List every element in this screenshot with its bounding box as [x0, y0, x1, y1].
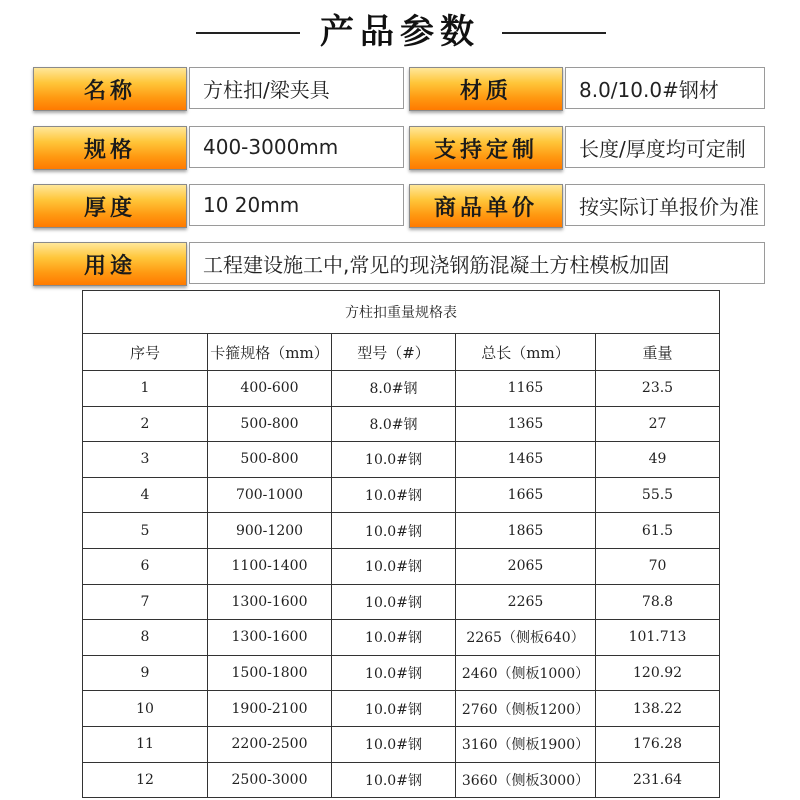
- param-row-thickness: [33, 184, 767, 228]
- cell-clamp-spec: 500-800: [208, 442, 332, 478]
- cell-weight: 70: [596, 548, 720, 584]
- cell-total-length: 2265: [456, 584, 596, 620]
- cell-model: 10.0#钢: [332, 620, 456, 656]
- param-value: 10 20mm: [203, 193, 300, 217]
- cell-weight: 55.5: [596, 477, 720, 513]
- table-row: [83, 442, 720, 478]
- param-label: 用途: [83, 253, 136, 279]
- cell-index: 5: [83, 513, 208, 549]
- cell-total-length: 2460（侧板1000）: [456, 655, 596, 691]
- param-label-cell: [33, 126, 187, 170]
- cell-model: 10.0#钢: [332, 762, 456, 798]
- col-header-clamp-spec: 卡箍规格（mm）: [208, 334, 332, 371]
- param-label: 厚度: [83, 195, 136, 221]
- table-row: [83, 691, 720, 727]
- cell-total-length: 1165: [456, 371, 596, 407]
- cell-clamp-spec: 500-800: [208, 406, 332, 442]
- cell-index: 8: [83, 620, 208, 656]
- cell-index: 11: [83, 726, 208, 762]
- cell-weight: 120.92: [596, 655, 720, 691]
- param-label: 材质: [459, 78, 512, 104]
- param-value-cell: [189, 242, 765, 284]
- param-value: 400-3000mm: [203, 135, 339, 159]
- param-value-cell: [189, 67, 404, 109]
- param-row-spec: [33, 126, 767, 170]
- cell-clamp-spec: 1900-2100: [208, 691, 332, 727]
- table-caption-row: [83, 291, 720, 334]
- param-label: 名称: [83, 78, 136, 104]
- table-row: [83, 477, 720, 513]
- col-header-index: 序号: [83, 334, 208, 371]
- cell-model: 10.0#钢: [332, 477, 456, 513]
- cell-model: 8.0#钢: [332, 371, 456, 407]
- param-label-cell: [409, 67, 563, 111]
- cell-model: 10.0#钢: [332, 548, 456, 584]
- cell-model: 10.0#钢: [332, 726, 456, 762]
- cell-index: 3: [83, 442, 208, 478]
- table-caption: 方柱扣重量规格表: [83, 291, 720, 334]
- col-header-weight: 重量: [596, 334, 720, 371]
- table-row: [83, 371, 720, 407]
- title-divider-right: [502, 32, 606, 34]
- cell-index: 12: [83, 762, 208, 798]
- param-value: 按实际订单报价为准: [579, 194, 759, 219]
- param-label-cell: [33, 67, 187, 111]
- cell-total-length: 3660（侧板3000）: [456, 762, 596, 798]
- cell-index: 10: [83, 691, 208, 727]
- cell-clamp-spec: 2500-3000: [208, 762, 332, 798]
- cell-index: 1: [83, 371, 208, 407]
- param-label-cell: [33, 184, 187, 228]
- table-row: [83, 726, 720, 762]
- cell-model: 10.0#钢: [332, 584, 456, 620]
- cell-index: 6: [83, 548, 208, 584]
- param-label: 商品单价: [433, 195, 538, 221]
- param-row-usage: [33, 242, 767, 286]
- param-row-name: [33, 67, 767, 111]
- table-row: [83, 655, 720, 691]
- param-label: 支持定制: [433, 137, 538, 163]
- table-row: [83, 762, 720, 798]
- cell-model: 10.0#钢: [332, 442, 456, 478]
- cell-model: 8.0#钢: [332, 406, 456, 442]
- cell-weight: 23.5: [596, 371, 720, 407]
- param-value: 方柱扣/梁夹具: [203, 77, 330, 102]
- cell-index: 4: [83, 477, 208, 513]
- cell-total-length: 2760（侧板1200）: [456, 691, 596, 727]
- cell-model: 10.0#钢: [332, 655, 456, 691]
- cell-index: 7: [83, 584, 208, 620]
- cell-clamp-spec: 400-600: [208, 371, 332, 407]
- col-header-total-length: 总长（mm）: [456, 334, 596, 371]
- table-row: [83, 513, 720, 549]
- cell-total-length: 2065: [456, 548, 596, 584]
- cell-weight: 101.713: [596, 620, 720, 656]
- table-row: [83, 620, 720, 656]
- cell-weight: 138.22: [596, 691, 720, 727]
- cell-clamp-spec: 2200-2500: [208, 726, 332, 762]
- param-value-cell: [565, 184, 765, 226]
- param-label-cell: [409, 126, 563, 170]
- param-value: 长度/厚度均可定制: [579, 136, 746, 161]
- cell-clamp-spec: 700-1000: [208, 477, 332, 513]
- cell-weight: 78.8: [596, 584, 720, 620]
- cell-clamp-spec: 1500-1800: [208, 655, 332, 691]
- cell-total-length: 2265（侧板640）: [456, 620, 596, 656]
- title-divider-left: [196, 32, 300, 34]
- cell-weight: 231.64: [596, 762, 720, 798]
- cell-total-length: 3160（侧板1900）: [456, 726, 596, 762]
- param-value-cell: [189, 126, 404, 168]
- weight-spec-table: [82, 290, 720, 798]
- cell-clamp-spec: 1100-1400: [208, 548, 332, 584]
- cell-model: 10.0#钢: [332, 691, 456, 727]
- cell-model: 10.0#钢: [332, 513, 456, 549]
- param-label-cell: [33, 242, 187, 286]
- cell-total-length: 1465: [456, 442, 596, 478]
- title-block: [0, 0, 800, 64]
- cell-weight: 176.28: [596, 726, 720, 762]
- table-row: [83, 548, 720, 584]
- param-value: 工程建设施工中,常见的现浇钢筋混凝土方柱模板加固: [203, 252, 670, 277]
- cell-total-length: 1865: [456, 513, 596, 549]
- page-title: 产品参数: [320, 12, 480, 52]
- cell-total-length: 1665: [456, 477, 596, 513]
- param-value-cell: [189, 184, 404, 226]
- table-row: [83, 584, 720, 620]
- cell-total-length: 1365: [456, 406, 596, 442]
- cell-clamp-spec: 900-1200: [208, 513, 332, 549]
- cell-weight: 61.5: [596, 513, 720, 549]
- param-label-cell: [409, 184, 563, 228]
- param-value-cell: [565, 67, 765, 109]
- table-row: [83, 406, 720, 442]
- cell-clamp-spec: 1300-1600: [208, 584, 332, 620]
- col-header-model: 型号（#）: [332, 334, 456, 371]
- cell-weight: 27: [596, 406, 720, 442]
- param-value: 8.0/10.0#钢材: [579, 77, 719, 102]
- param-value-cell: [565, 126, 765, 168]
- table-header-row: [83, 334, 720, 371]
- param-label: 规格: [83, 137, 136, 163]
- cell-index: 9: [83, 655, 208, 691]
- cell-index: 2: [83, 406, 208, 442]
- cell-clamp-spec: 1300-1600: [208, 620, 332, 656]
- cell-weight: 49: [596, 442, 720, 478]
